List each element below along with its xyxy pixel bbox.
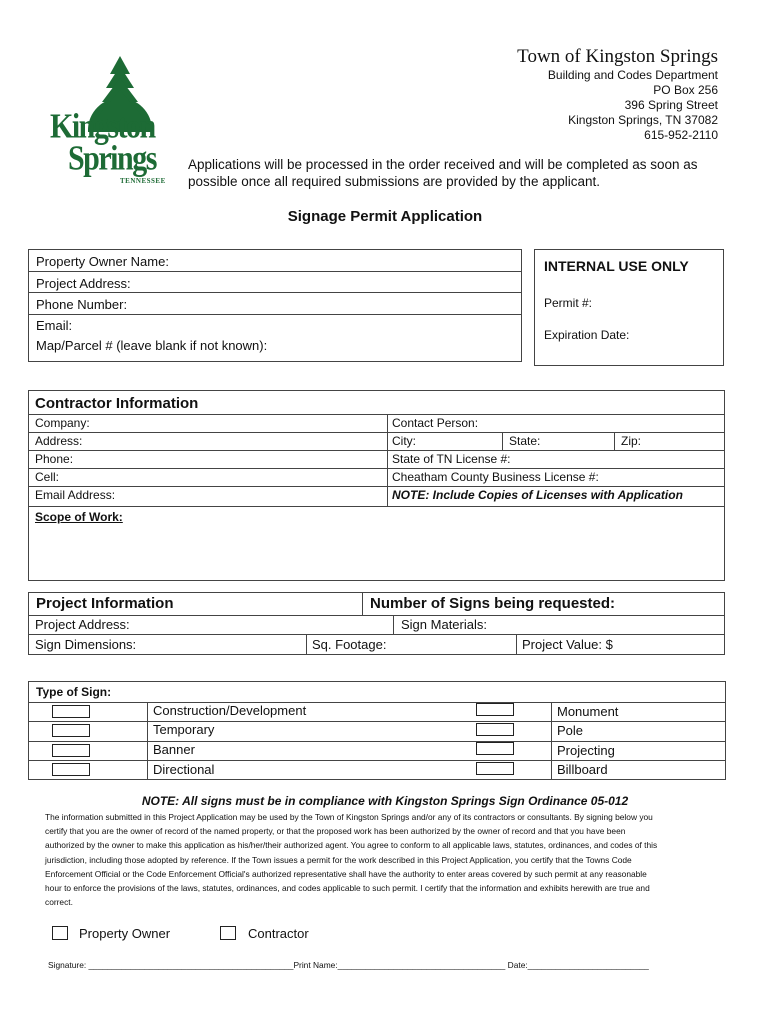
sign-type-projecting: Projecting xyxy=(557,743,615,758)
sign-type-pole: Pole xyxy=(557,723,584,738)
sign-type-temporary: Temporary xyxy=(153,722,215,737)
sign-materials-label[interactable]: Sign Materials: xyxy=(401,617,487,632)
sign-type-billboard: Billboard xyxy=(557,762,608,777)
project-info-title: Project Information xyxy=(36,595,174,612)
sign-type-checkbox-banner[interactable] xyxy=(52,744,90,757)
scope-of-work-label[interactable]: Scope of Work: xyxy=(35,510,123,524)
expiration-date-label: Expiration Date: xyxy=(544,328,630,342)
zip-label[interactable]: Zip: xyxy=(621,434,642,448)
sign-type-checkbox-monument[interactable] xyxy=(476,703,514,716)
city-label[interactable]: City: xyxy=(392,434,416,448)
project-address-label[interactable]: Project Address: xyxy=(35,617,130,632)
disclaimer xyxy=(45,810,735,909)
compliance-note: NOTE: All signs must be in compliance with Kingston Springs Sign Ordinance 05-012 xyxy=(141,794,629,808)
sign-type-monument: Monument xyxy=(557,704,619,719)
license-note: NOTE: Include Copies of Licenses with Application xyxy=(392,488,683,502)
page-title: Signage Permit Application xyxy=(287,208,483,225)
disclaimer-line: The information submitted in this Project Application may be used by the Town of Kingston Springs and/or any of its contractors or consultants. By signing below you xyxy=(45,812,653,822)
permit-number-label: Permit #: xyxy=(544,296,593,310)
contractor-email-label[interactable]: Email Address: xyxy=(35,488,116,502)
sign-type-box xyxy=(28,681,726,780)
property-owner-checkbox[interactable] xyxy=(52,926,68,940)
company-label[interactable]: Company: xyxy=(35,416,90,430)
contractor-label: Contractor xyxy=(248,926,309,941)
sign-type-banner: Banner xyxy=(153,742,195,757)
contractor-phone-label[interactable]: Phone: xyxy=(35,452,74,466)
disclaimer-line: hour to enforce the provisions of the laws, statutes, ordinances, and codes applicable to such permit. I certify that the information and exhibits herewith are true and xyxy=(45,883,650,894)
sign-type-title: Type of Sign: xyxy=(36,685,112,699)
owner-email-label[interactable]: Email: xyxy=(36,318,73,333)
state-label[interactable]: State: xyxy=(509,434,541,448)
cell-label[interactable]: Cell: xyxy=(35,470,60,484)
sign-type-directional: Directional xyxy=(153,762,215,777)
disclaimer-line: certify that you are the owner of record of the named property, or that the proposed work has been authorized by the owner of record and that you have been xyxy=(45,826,626,837)
logo-kingston: Kingston xyxy=(50,107,155,146)
phone-number: 615-952-2110 xyxy=(644,128,718,142)
contractor-title: Contractor Information xyxy=(35,395,199,412)
city-state-zip: Kingston Springs, TN 37082 xyxy=(568,113,718,127)
sign-type-checkbox-directional[interactable] xyxy=(52,763,90,776)
disclaimer-line: authorized by the owner to make this application as his/her/their authorized agent. You agree to conform to all applicable laws, statutes, ordinances, and codes of this xyxy=(45,840,658,851)
sign-dimensions-label[interactable]: Sign Dimensions: xyxy=(35,637,137,652)
sign-type-checkbox-temporary[interactable] xyxy=(52,724,90,737)
contractor-address-label[interactable]: Address: xyxy=(35,434,83,448)
town-logo xyxy=(48,52,178,192)
disclaimer-line: jurisdiction, including those adopted by reference. If the Town issues a permit for the work described in this Project Application, you certify that the Towns Code xyxy=(45,854,632,865)
sign-type-checkbox-construction[interactable] xyxy=(52,705,90,718)
property-owner-label: Property Owner xyxy=(79,926,171,941)
sign-type-checkbox-pole[interactable] xyxy=(476,723,514,736)
contractor-checkbox[interactable] xyxy=(220,926,236,940)
notice-line-2: possible once all required submissions are provided by the applicant. xyxy=(188,174,600,189)
owner-name-label[interactable]: Property Owner Name: xyxy=(36,254,169,269)
signs-requested-label[interactable]: Number of Signs being requested: xyxy=(370,595,616,612)
tn-license-label[interactable]: State of TN License #: xyxy=(392,452,511,466)
sign-type-checkbox-billboard[interactable] xyxy=(476,762,514,775)
disclaimer-line: Enforcement Official or the Code Enforcement Official's authorized representative shall have the authority to enter areas covered by such permit at any reasonable xyxy=(45,868,647,879)
sq-footage-label[interactable]: Sq. Footage: xyxy=(312,637,387,652)
sign-type-checkbox-projecting[interactable] xyxy=(476,742,514,755)
po-box: PO Box 256 xyxy=(653,83,718,97)
notice-line-1: Applications will be processed in the order received and will be completed as soon as xyxy=(188,157,698,172)
county-license-label[interactable]: Cheatham County Business License #: xyxy=(392,470,599,484)
department: Building and Codes Department xyxy=(547,68,718,82)
parcel-label[interactable]: Map/Parcel # (leave blank if not known): xyxy=(36,338,268,353)
sign-type-construction: Construction/Development xyxy=(153,703,307,718)
logo-tennessee: TENNESSEE xyxy=(120,177,166,185)
street: 396 Spring Street xyxy=(624,98,718,112)
project-value-label[interactable]: Project Value: $ xyxy=(522,637,613,652)
owner-address-label[interactable]: Project Address: xyxy=(36,276,131,291)
signature-line[interactable]: Signature: ____________________________________________Print Name:____________________________________ Date:__________________________ xyxy=(48,960,649,970)
owner-phone-label[interactable]: Phone Number: xyxy=(36,297,128,312)
contact-person-label[interactable]: Contact Person: xyxy=(392,416,479,430)
town-name: Town of Kingston Springs xyxy=(517,46,718,67)
logo-springs: Springs xyxy=(68,139,156,178)
internal-use-title: INTERNAL USE ONLY xyxy=(544,258,689,274)
disclaimer-line: correct. xyxy=(45,897,73,908)
